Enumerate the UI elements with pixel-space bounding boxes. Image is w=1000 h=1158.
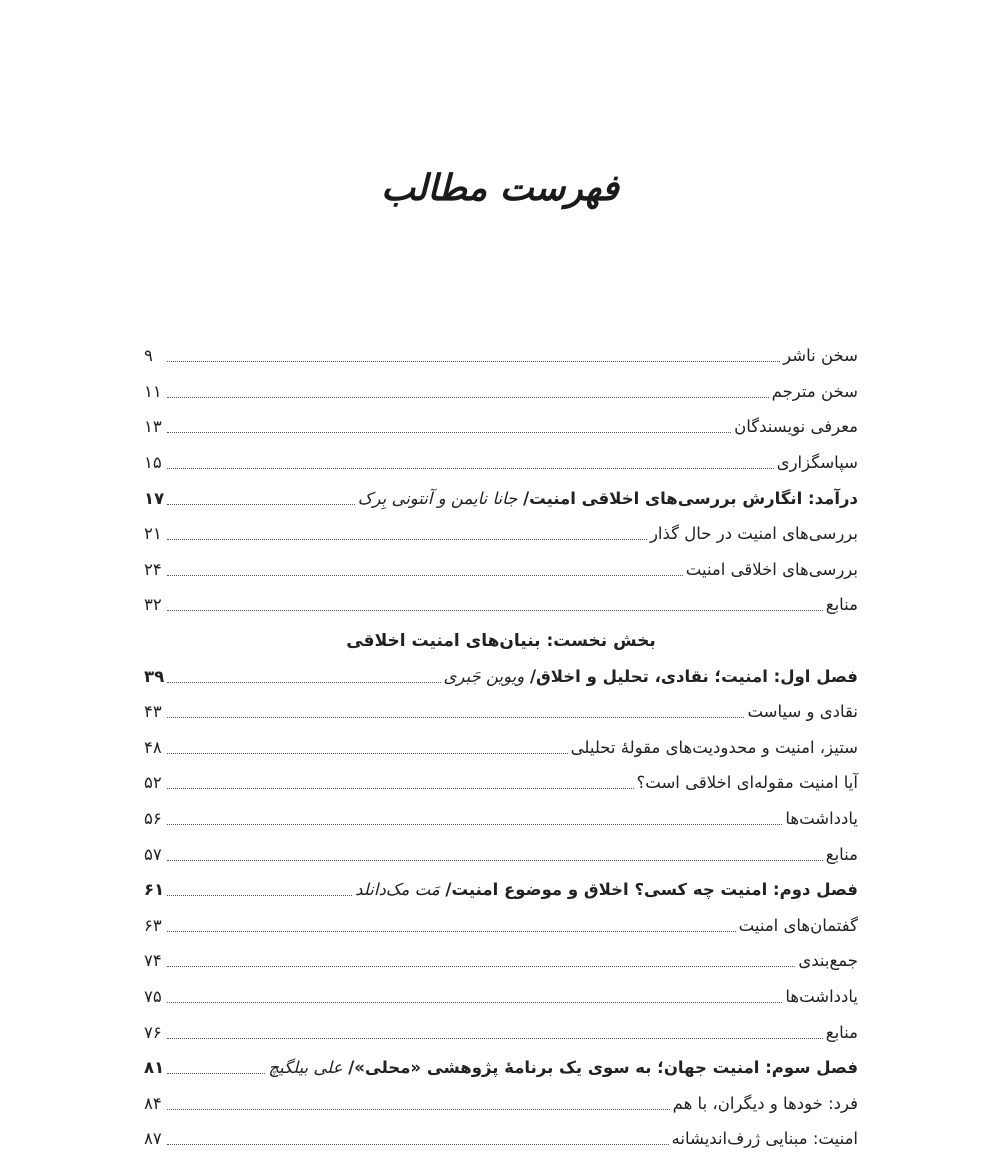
toc-entry-page-number: ۹ [144, 346, 153, 366]
toc-entry [144, 836, 858, 872]
dot-leader [167, 788, 634, 789]
toc-entry [144, 658, 858, 694]
toc-entry-page-number: ۸۱ [144, 1058, 165, 1078]
toc-entry-page-number: ۳۹ [144, 666, 165, 686]
toc-entry [144, 409, 858, 445]
dot-leader [167, 966, 795, 967]
dot-leader [167, 895, 352, 896]
toc-entry-page-number: ۸۷ [144, 1129, 162, 1149]
toc-entry [144, 979, 858, 1015]
toc-entry-text [734, 417, 858, 436]
toc-entry-text [777, 453, 858, 472]
toc-entry-text [637, 773, 859, 792]
toc-entry [144, 374, 858, 410]
toc-entry-page-number: ۱۱ [144, 381, 162, 401]
dot-leader [167, 432, 731, 433]
dot-leader [167, 610, 823, 611]
toc-entry-author: ویوین جَبری [443, 666, 525, 686]
toc-entry-page-number: ۶۳ [144, 915, 162, 935]
toc-entry-title: بررسی‌های اخلاقی امنیت [685, 559, 858, 579]
toc-entry [144, 872, 858, 908]
toc-entry-author: علی بیلگیچ [268, 1058, 343, 1078]
toc-entry-title: درآمد: انگارش بررسی‌های اخلاقی امنیت/ [517, 488, 858, 508]
toc-entry-text [783, 346, 858, 365]
toc-entry [144, 1050, 858, 1086]
dot-leader [167, 1002, 782, 1003]
dot-leader [167, 860, 823, 861]
dot-leader [167, 575, 683, 576]
dot-leader [167, 1109, 670, 1110]
toc-entry-title: سخن مترجم [771, 381, 858, 401]
toc-entry [144, 801, 858, 837]
toc-entry-text [826, 1023, 858, 1042]
toc-entry-title: سپاسگزاری [776, 453, 858, 473]
dot-leader [167, 539, 647, 540]
toc-entry-title: فصل دوم: امنیت چه کسی؟ اخلاق و موضوع امنیت/ [439, 880, 858, 900]
toc-entry-title: فرد: خودها و دیگران، با هم [672, 1093, 858, 1113]
dot-leader [167, 753, 568, 754]
toc-entry-page-number: ۲۱ [144, 524, 162, 544]
toc-entry [144, 730, 858, 766]
dot-leader [167, 504, 355, 505]
toc-entry-author: جانا نایمن و آنتونی بِرک [357, 488, 518, 508]
table-of-contents [144, 338, 858, 1157]
toc-entry-text [826, 845, 858, 864]
toc-entry-title: معرفی نویسندگان [734, 417, 858, 437]
toc-entry-page-number: ۴۳ [144, 702, 162, 722]
toc-entry-page-number: ۷۴ [144, 951, 162, 971]
toc-entry-page-number: ۷۶ [144, 1022, 162, 1042]
toc-entry-text [739, 916, 858, 935]
dot-leader [167, 931, 736, 932]
toc-entry-text [772, 382, 858, 401]
toc-entry [144, 1085, 858, 1121]
toc-entry [144, 516, 858, 552]
toc-entry-page-number: ۶۱ [144, 880, 165, 900]
section-heading: بخش نخست: بنیان‌های امنیت اخلاقی [346, 630, 656, 651]
toc-entry-title: فصل سوم: امنیت جهان؛ به سوی یک برنامۀ پژوهشی «محلی»/ [342, 1058, 858, 1078]
toc-entry-author: مَت مک‌دانلد [355, 880, 440, 900]
dot-leader [167, 682, 440, 683]
toc-entry-title: منابع [825, 1022, 858, 1042]
page-title: فهرست مطالب [381, 167, 619, 209]
toc-section-heading-row [144, 623, 858, 659]
toc-entry-text [785, 987, 858, 1006]
toc-entry-page-number: ۱۳ [144, 417, 162, 437]
toc-entry [144, 552, 858, 588]
toc-entry [144, 587, 858, 623]
toc-entry-title: بررسی‌های امنیت در حال گذار [649, 524, 858, 544]
toc-entry-text [785, 809, 858, 828]
dot-leader [167, 1073, 265, 1074]
toc-entry-text [686, 560, 858, 579]
toc-entry [144, 694, 858, 730]
toc-entry [144, 480, 858, 516]
toc-entry-page-number: ۵۷ [144, 844, 162, 864]
toc-entry-text [798, 951, 858, 970]
toc-entry-title: منابع [825, 595, 858, 615]
toc-entry-page-number: ۱۷ [144, 488, 165, 508]
toc-entry-text [673, 1094, 858, 1113]
toc-entry-text [747, 702, 858, 721]
toc-entry-title: نقادی و سیاست [747, 702, 858, 722]
toc-entry-page-number: ۲۴ [144, 559, 162, 579]
toc-entry-page-number: ۵۲ [144, 773, 162, 793]
dot-leader [167, 397, 769, 398]
dot-leader [167, 824, 782, 825]
toc-entry-page-number: ۸۴ [144, 1093, 162, 1113]
toc-entry [144, 765, 858, 801]
toc-entry-text [355, 880, 858, 899]
toc-entry [144, 1014, 858, 1050]
toc-entry-text [571, 738, 858, 757]
toc-entry [144, 445, 858, 481]
toc-entry-title: منابع [825, 844, 858, 864]
toc-entry-page-number: ۵۶ [144, 809, 162, 829]
toc-entry-title: گفتمان‌های امنیت [738, 915, 858, 935]
toc-entry-title: امنیت: مبنایی ژرف‌اندیشانه [671, 1129, 858, 1149]
toc-entry-text [358, 489, 858, 508]
toc-entry-text [268, 1058, 858, 1077]
toc-entry [144, 943, 858, 979]
toc-entry [144, 338, 858, 374]
toc-entry-text [826, 595, 858, 614]
toc-entry-title: فصل اول: امنیت؛ نقادی، تحلیل و اخلاق/ [524, 666, 858, 686]
toc-entry-text [444, 667, 858, 686]
toc-entry-title: یادداشت‌ها [785, 986, 858, 1006]
dot-leader [167, 468, 774, 469]
dot-leader [167, 361, 780, 362]
toc-entry-text [650, 524, 858, 543]
toc-entry-page-number: ۴۸ [144, 737, 162, 757]
toc-entry-title: ستیز، امنیت و محدودیت‌های مقولۀ تحلیلی [570, 737, 858, 757]
dot-leader [167, 717, 744, 718]
dot-leader [167, 1144, 669, 1145]
toc-entry-title: یادداشت‌ها [785, 809, 858, 829]
toc-entry-page-number: ۳۲ [144, 595, 162, 615]
toc-entry [144, 1121, 858, 1157]
toc-entry-title: جمع‌بندی [798, 951, 858, 971]
toc-entry-page-number: ۱۵ [144, 453, 162, 473]
toc-entry-page-number: ۷۵ [144, 986, 162, 1006]
toc-entry [144, 908, 858, 944]
dot-leader [167, 1038, 823, 1039]
toc-entry-title: آیا امنیت مقوله‌ای اخلاقی است؟ [636, 773, 858, 793]
toc-entry-text [672, 1129, 858, 1148]
toc-entry-title: سخن ناشر [783, 346, 858, 366]
